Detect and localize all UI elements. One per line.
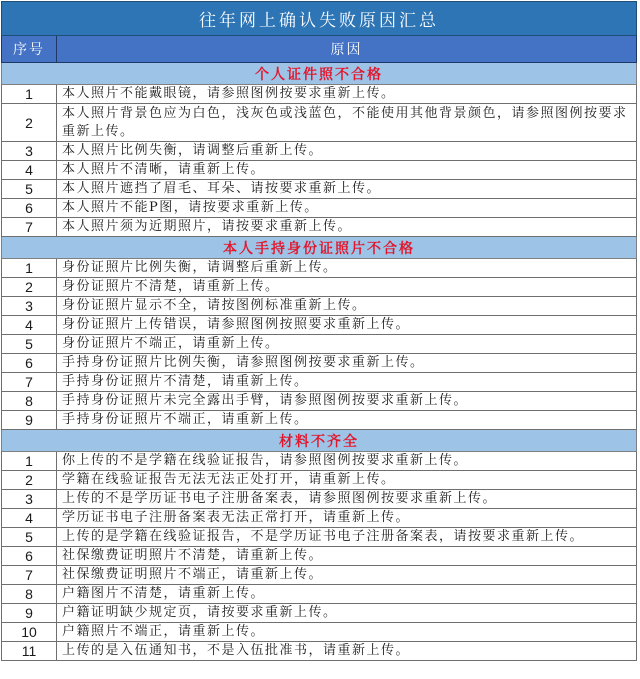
row-number: 3: [2, 490, 57, 509]
section-title: 本人手持身份证照片不合格: [2, 237, 637, 259]
row-reason: 本人照片不能戴眼镜，请参照图例按要求重新上传。: [57, 85, 637, 104]
row-number: 5: [2, 528, 57, 547]
row-reason: 手持身份证照片不清楚，请重新上传。: [57, 373, 637, 392]
table-row: [2, 354, 637, 373]
table-row: [2, 509, 637, 528]
row-number: 7: [2, 218, 57, 237]
row-reason: 本人照片遮挡了眉毛、耳朵、请按要求重新上传。: [57, 180, 637, 199]
row-reason: 身份证照片上传错误，请参照图例按照要求重新上传。: [57, 316, 637, 335]
table-row: [2, 335, 637, 354]
row-reason: 手持身份证照片不端正，请重新上传。: [57, 411, 637, 430]
table-row: [2, 161, 637, 180]
table-row: [2, 199, 637, 218]
row-reason: 身份证照片比例失衡，请调整后重新上传。: [57, 259, 637, 278]
row-number: 5: [2, 335, 57, 354]
row-number: 9: [2, 604, 57, 623]
row-reason: 户籍照片不端正，请重新上传。: [57, 623, 637, 642]
row-reason: 上传的是入伍通知书，不是入伍批准书，请重新上传。: [57, 642, 637, 661]
row-number: 8: [2, 392, 57, 411]
section-header: [2, 63, 637, 85]
row-number: 2: [2, 104, 57, 142]
table-row: [2, 392, 637, 411]
row-number: 4: [2, 161, 57, 180]
section-title: 材料不齐全: [2, 430, 637, 452]
section-header: [2, 430, 637, 452]
table-row: [2, 528, 637, 547]
row-number: 3: [2, 142, 57, 161]
row-reason: 身份证照片显示不全，请按图例标准重新上传。: [57, 297, 637, 316]
row-reason: 户籍证明缺少规定页，请按要求重新上传。: [57, 604, 637, 623]
failure-reasons-table: [1, 1, 637, 661]
section-title: 个人证件照不合格: [2, 63, 637, 85]
row-reason: 本人照片不能P图，请按要求重新上传。: [57, 199, 637, 218]
row-number: 6: [2, 354, 57, 373]
table-title: 往年网上确认失败原因汇总: [2, 2, 637, 36]
table-title-row: [2, 2, 637, 36]
table-row: [2, 490, 637, 509]
section-header: [2, 237, 637, 259]
row-reason: 社保缴费证明照片不端正，请重新上传。: [57, 566, 637, 585]
table-row: [2, 642, 637, 661]
table-row: [2, 218, 637, 237]
row-reason: 户籍图片不清楚，请重新上传。: [57, 585, 637, 604]
column-header-no: 序号: [2, 36, 57, 63]
table-row: [2, 142, 637, 161]
row-reason: 你上传的不是学籍在线验证报告，请参照图例按要求重新上传。: [57, 452, 637, 471]
table-row: [2, 259, 637, 278]
row-number: 10: [2, 623, 57, 642]
table-row: [2, 104, 637, 142]
column-header-row: [2, 36, 637, 63]
table-row: [2, 373, 637, 392]
table-row: [2, 566, 637, 585]
row-reason: 上传的不是学历证书电子注册备案表，请参照图例按要求重新上传。: [57, 490, 637, 509]
row-number: 4: [2, 509, 57, 528]
row-reason: 本人照片背景色应为白色，浅灰色或浅蓝色，不能使用其他背景颜色，请参照图例按要求重新上传。: [57, 104, 637, 142]
row-reason: 手持身份证照片未完全露出手臂，请参照图例按要求重新上传。: [57, 392, 637, 411]
row-number: 3: [2, 297, 57, 316]
table-row: [2, 278, 637, 297]
table-row: [2, 604, 637, 623]
row-number: 2: [2, 278, 57, 297]
row-number: 1: [2, 259, 57, 278]
row-number: 8: [2, 585, 57, 604]
row-reason: 本人照片不清晰，请重新上传。: [57, 161, 637, 180]
row-reason: 上传的是学籍在线验证报告，不是学历证书电子注册备案表，请按要求重新上传。: [57, 528, 637, 547]
row-number: 1: [2, 85, 57, 104]
table-row: [2, 471, 637, 490]
row-number: 7: [2, 566, 57, 585]
row-reason: 手持身份证照片比例失衡，请参照图例按要求重新上传。: [57, 354, 637, 373]
row-reason: 本人照片须为近期照片，请按要求重新上传。: [57, 218, 637, 237]
row-number: 5: [2, 180, 57, 199]
row-reason: 身份证照片不清楚，请重新上传。: [57, 278, 637, 297]
table-row: [2, 85, 637, 104]
row-number: 11: [2, 642, 57, 661]
row-reason: 学历证书电子注册备案表无法正常打开，请重新上传。: [57, 509, 637, 528]
row-number: 9: [2, 411, 57, 430]
row-number: 2: [2, 471, 57, 490]
table-row: [2, 585, 637, 604]
table-row: [2, 547, 637, 566]
table-row: [2, 180, 637, 199]
row-reason: 社保缴费证明照片不清楚，请重新上传。: [57, 547, 637, 566]
row-number: 4: [2, 316, 57, 335]
column-header-reason: 原因: [57, 36, 637, 63]
row-reason: 本人照片比例失衡，请调整后重新上传。: [57, 142, 637, 161]
table-row: [2, 297, 637, 316]
row-number: 7: [2, 373, 57, 392]
table-row: [2, 316, 637, 335]
row-reason: 身份证照片不端正，请重新上传。: [57, 335, 637, 354]
row-number: 6: [2, 199, 57, 218]
row-reason: 学籍在线验证报告无法无法正处打开，请重新上传。: [57, 471, 637, 490]
table-row: [2, 623, 637, 642]
row-number: 6: [2, 547, 57, 566]
row-number: 1: [2, 452, 57, 471]
table-row: [2, 411, 637, 430]
table-row: [2, 452, 637, 471]
